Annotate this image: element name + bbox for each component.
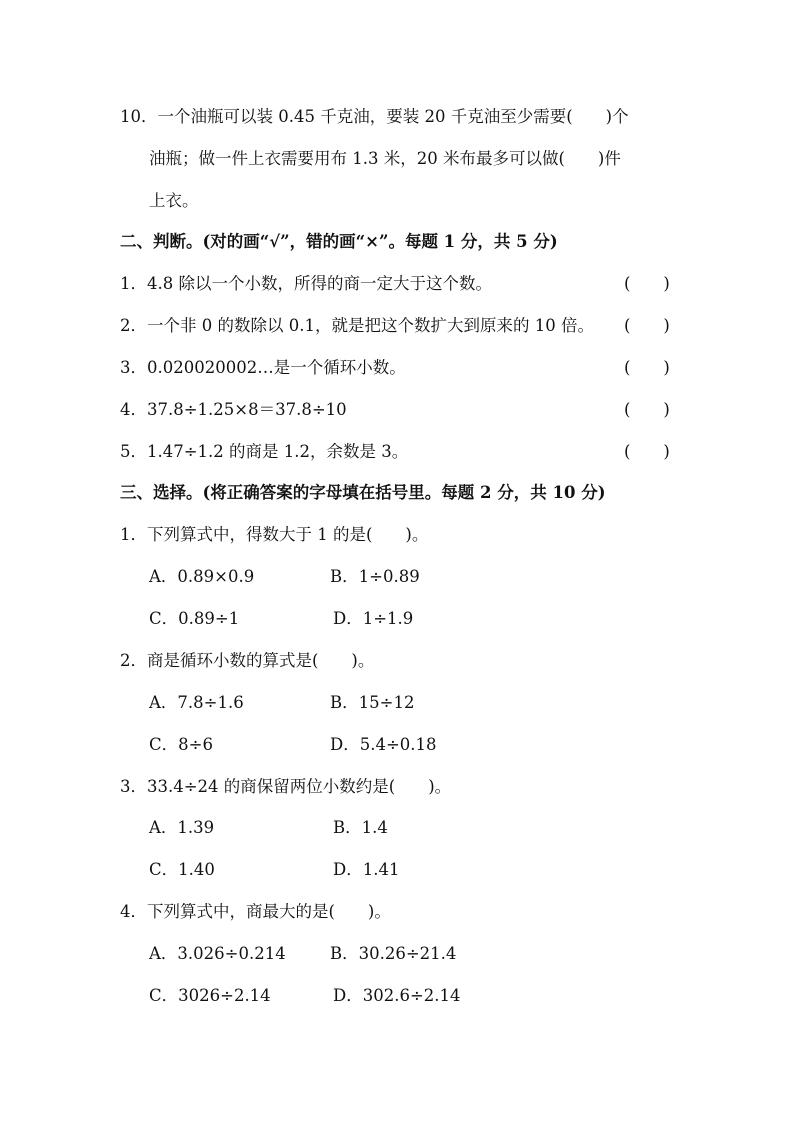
section2-heading: 二、判断。(对的画“√”，错的画“×”。每题 1 分，共 5 分) [120, 232, 558, 251]
choice-question-2-option-c: C．8÷6 [149, 735, 213, 754]
judge-item-2-answer-paren[interactable]: ( ) [624, 316, 670, 335]
choice-question-2-option-d: D．5.4÷0.18 [330, 735, 437, 754]
judge-item-3-text: 3．0.020020002…是一个循环小数。 [120, 358, 406, 377]
section3-heading: 三、选择。(将正确答案的字母填在括号里。每题 2 分，共 10 分) [120, 483, 606, 502]
choice-question-3-stem: 3．33.4÷24 的商保留两位小数约是( )。 [120, 777, 452, 796]
judge-item-4-text: 4．37.8÷1.25×8＝37.8÷10 [120, 400, 347, 419]
choice-question-1-option-a: A．0.89×0.9 [149, 567, 255, 586]
choice-question-4-option-c: C．3026÷2.14 [149, 986, 271, 1005]
choice-question-2-option-a: A．7.8÷1.6 [149, 693, 244, 712]
choice-question-3-option-a: A．1.39 [149, 818, 215, 837]
choice-question-4-stem: 4．下列算式中，商最大的是( )。 [120, 902, 391, 921]
q10-line-2: 油瓶；做一件上衣需要用布 1.3 米，20 米布最多可以做( )件 [149, 149, 621, 168]
judge-item-2-text: 2．一个非 0 的数除以 0.1，就是把这个数扩大到原来的 10 倍。 [120, 316, 594, 335]
choice-question-2-stem: 2．商是循环小数的算式是( )。 [120, 651, 375, 670]
q10-line-3: 上衣。 [149, 191, 199, 210]
judge-item-3-answer-paren[interactable]: ( ) [624, 358, 670, 377]
choice-question-1-option-d: D．1÷1.9 [333, 609, 414, 628]
choice-question-4-option-a: A．3.026÷0.214 [149, 944, 286, 963]
choice-question-2-option-b: B．15÷12 [330, 693, 415, 712]
choice-question-4-option-d: D．302.6÷2.14 [333, 986, 461, 1005]
choice-question-1-option-c: C．0.89÷1 [149, 609, 240, 628]
judge-item-1-answer-paren[interactable]: ( ) [624, 274, 670, 293]
judge-item-5-text: 5．1.47÷1.2 的商是 1.2，余数是 3。 [120, 442, 409, 461]
judge-item-1-text: 1．4.8 除以一个小数，所得的商一定大于这个数。 [120, 274, 492, 293]
choice-question-3-option-c: C．1.40 [149, 860, 215, 879]
choice-question-4-option-b: B．30.26÷21.4 [330, 944, 457, 963]
judge-item-4-answer-paren[interactable]: ( ) [624, 400, 670, 419]
choice-question-3-option-b: B．1.4 [333, 818, 388, 837]
choice-question-1-option-b: B．1÷0.89 [330, 567, 420, 586]
choice-question-1-stem: 1．下列算式中，得数大于 1 的是( )。 [120, 525, 429, 544]
choice-question-3-option-d: D．1.41 [333, 860, 400, 879]
q10-line-1: 10．一个油瓶可以装 0.45 千克油，要装 20 千克油至少需要( )个 [120, 107, 629, 126]
judge-item-5-answer-paren[interactable]: ( ) [624, 442, 670, 461]
